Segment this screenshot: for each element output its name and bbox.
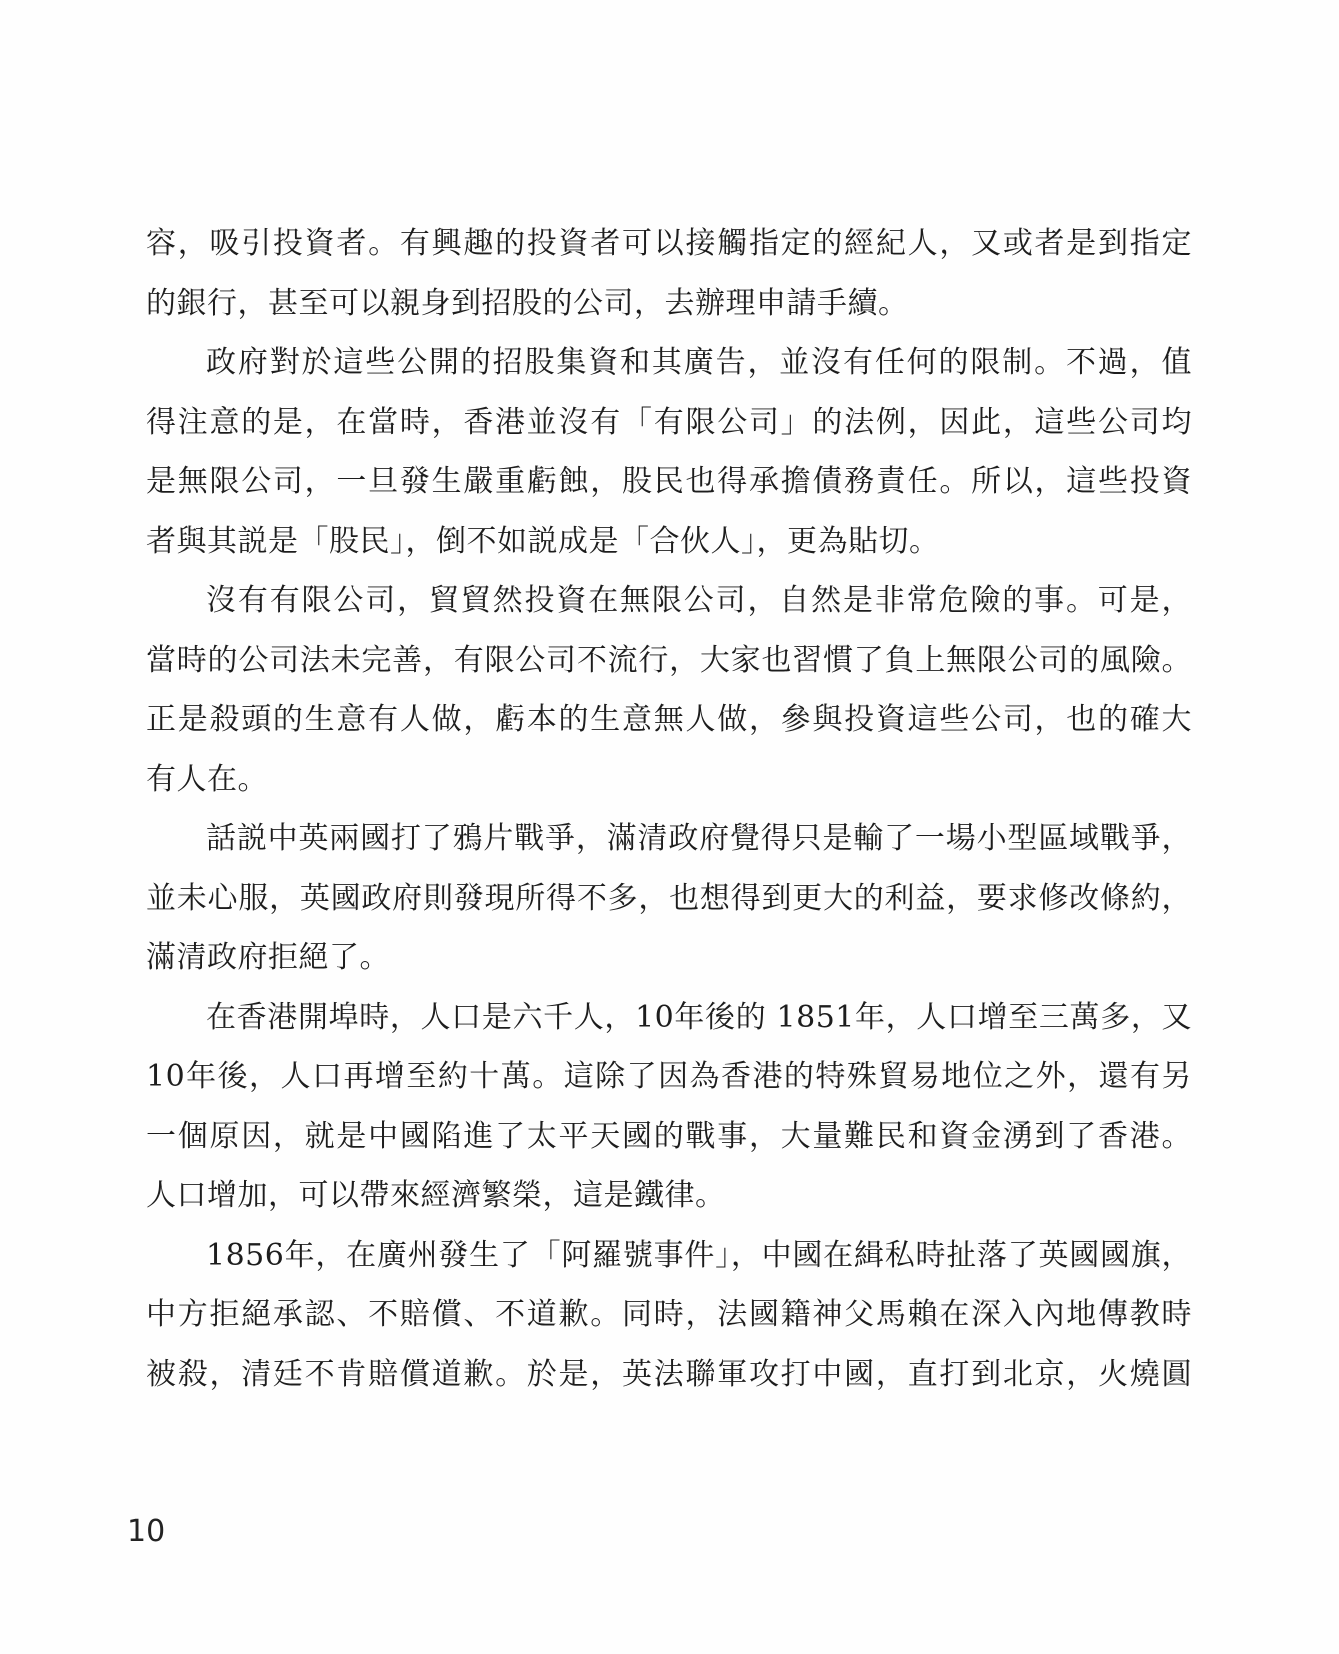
- text-line: 政府對於這些公開的招股集資和其廣告，並沒有任何的限制。不過，值: [206, 345, 1192, 380]
- text-line: 人口增加，可以帶來經濟繁榮，這是鐵律。: [146, 1178, 726, 1213]
- paragraph: [146, 809, 1192, 988]
- paragraph: [146, 571, 1192, 809]
- text-line: 一個原因，就是中國陷進了太平天國的戰事，大量難民和資金湧到了香港。: [146, 1118, 1192, 1154]
- text-line: 並未心服，英國政府則發現所得不多，也想得到更大的利益，要求修改條約，: [146, 880, 1192, 916]
- paragraph: [146, 1226, 1192, 1405]
- text-line: 被殺，清廷不肯賠償道歉。於是，英法聯軍攻打中國，直打到北京，火燒圓: [146, 1356, 1192, 1392]
- text-line: 正是殺頭的生意有人做，虧本的生意無人做，參與投資這些公司，也的確大: [146, 702, 1192, 737]
- text-line: 容，吸引投資者。有興趣的投資者可以接觸指定的經紀人，又或者是到指定: [146, 226, 1192, 261]
- paragraph: [146, 214, 1192, 333]
- text-line: 當時的公司法未完善，有限公司不流行，大家也習慣了負上無限公司的風險。: [146, 642, 1192, 678]
- text-line: 有人在。: [146, 761, 268, 797]
- paragraph: [146, 988, 1192, 1226]
- text-line: 的銀行，甚至可以親身到招股的公司，去辦理申請手續。: [146, 285, 909, 321]
- text-line: 10年後，人口再增至約十萬。這除了因為香港的特殊貿易地位之外，還有另: [146, 1059, 1192, 1094]
- text-line: 話説中英兩國打了鴉片戰爭，滿清政府覺得只是輸了一場小型區域戰爭，: [206, 821, 1192, 856]
- text-line: 得注意的是，在當時，香港並沒有「有限公司」的法例，因此，這些公司均: [146, 404, 1192, 440]
- text-line: 在香港開埠時，人口是六千人，10年後的 1851年，人口增至三萬多，又: [206, 999, 1192, 1035]
- text-line: 者與其説是「股民」，倒不如説成是「合伙人」，更為貼切。: [146, 523, 940, 559]
- text-line: 是無限公司，一旦發生嚴重虧蝕，股民也得承擔債務責任。所以，這些投資: [146, 464, 1192, 499]
- page-number: 10: [127, 1514, 166, 1549]
- text-line: 1856年，在廣州發生了「阿羅號事件」，中國在緝私時扯落了英國國旗，: [206, 1237, 1192, 1273]
- text-line: 滿清政府拒絕了。: [146, 940, 390, 975]
- text-line: 中方拒絕承認、不賠償、不道歉。同時，法國籍神父馬賴在深入內地傳教時: [146, 1297, 1192, 1332]
- body-text: [146, 214, 1192, 1404]
- paragraph: [146, 333, 1192, 571]
- text-line: 沒有有限公司，貿貿然投資在無限公司，自然是非常危險的事。可是，: [206, 583, 1192, 618]
